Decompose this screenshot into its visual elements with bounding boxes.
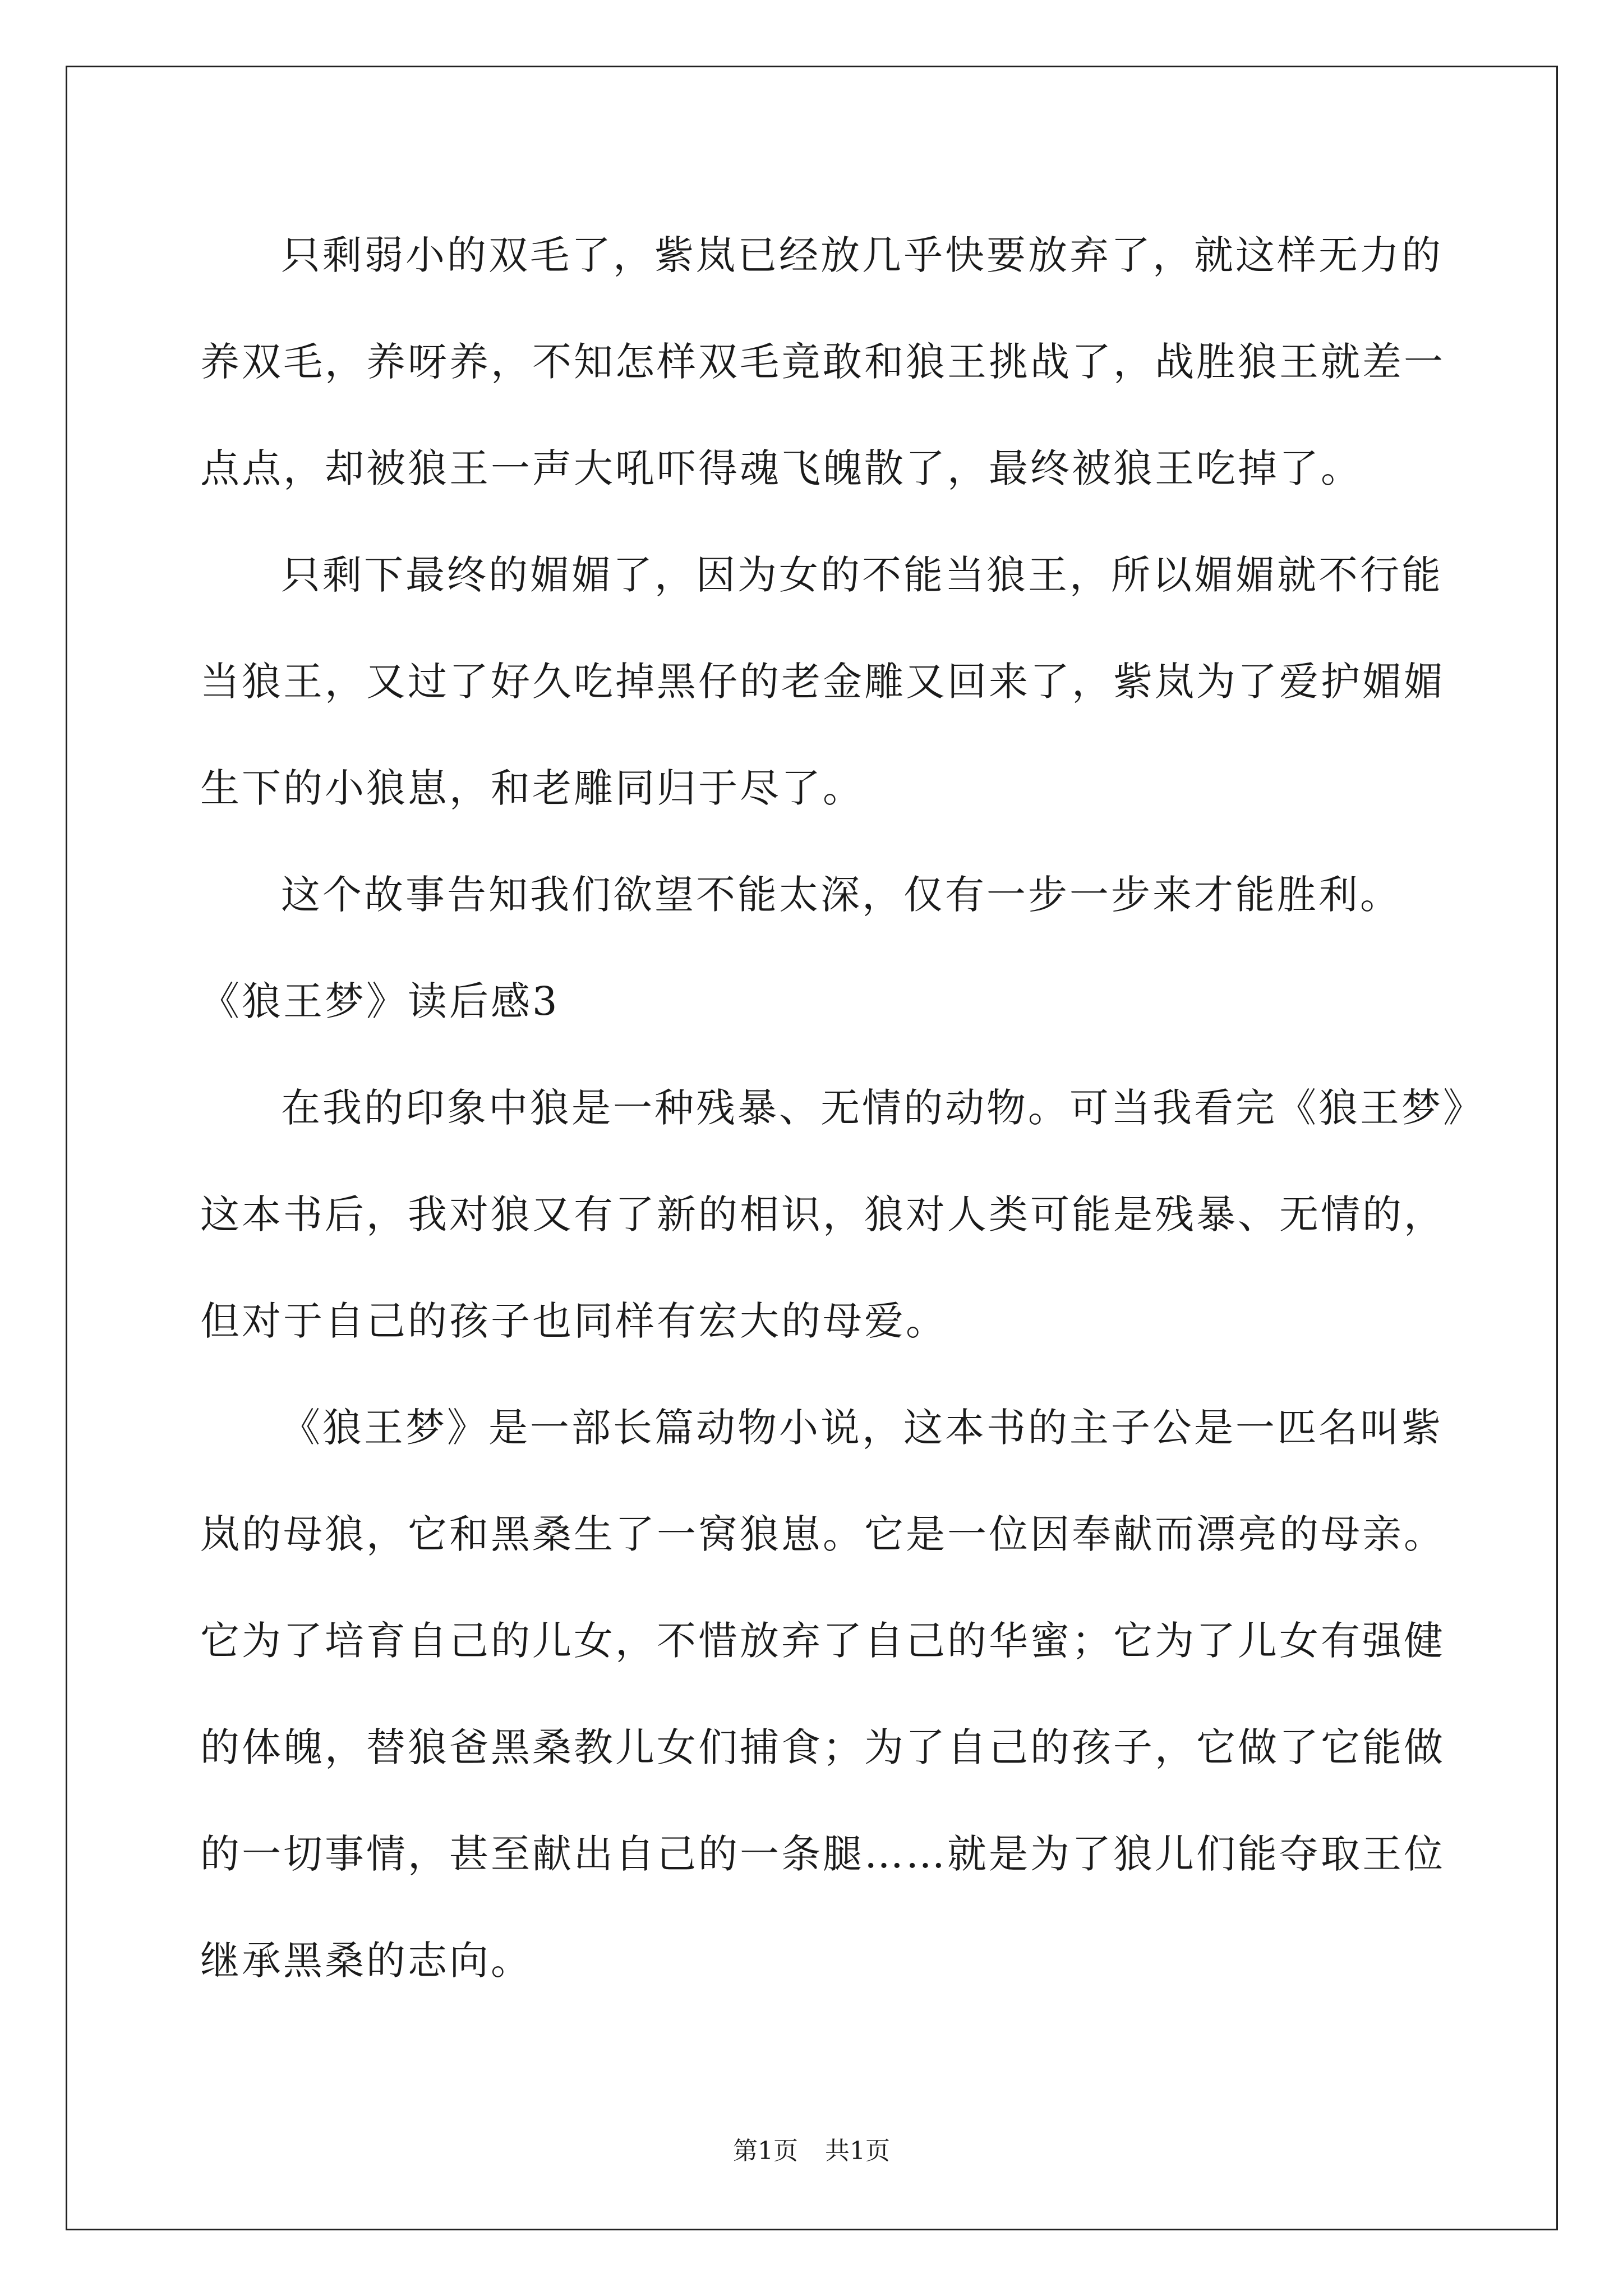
document-body [200,222,1484,2033]
paragraph-line: 养双毛，养呀养，不知怎样双毛竟敢和狼王挑战了，战胜狼王就差一 [200,339,1445,385]
paragraph-line: 岚的母狼，它和黑桑生了一窝狼崽。它是一位因奉献而漂亮的母亲。 [200,1511,1445,1557]
page-footer [0,2134,1623,2168]
paragraph-line: 生下的小狼崽，和老雕同归于尽了。 [200,765,864,811]
paragraph-line: 这个故事告知我们欲望不能太深，仅有一步一步来才能胜利。 [281,872,1401,918]
paragraph-line: 的体魄，替狼爸黑桑教儿女们捕食；为了自己的孩子，它做了它能做 [200,1724,1445,1770]
paragraph-line: 在我的印象中狼是一种残暴、无情的动物。可当我看完《狼王梦》 [281,1085,1484,1131]
paragraph-line: 继承黑桑的志向。 [200,1938,532,1984]
page-total: 共1页 [825,2137,890,2165]
paragraph-line: 这本书后，我对狼又有了新的相识，狼对人类可能是残暴、无情的， [200,1191,1445,1237]
paragraph-line: 但对于自己的孩子也同样有宏大的母爱。 [200,1298,947,1344]
page-number: 第1页 [733,2137,798,2165]
paragraph-line: 《狼王梦》是一部长篇动物小说，这本书的主子公是一匹名叫紫 [281,1405,1443,1451]
section-heading: 《狼王梦》读后感3 [200,978,560,1024]
paragraph-line: 当狼王，又过了好久吃掉黑仔的老金雕又回来了，紫岚为了爱护媚媚 [200,659,1445,705]
paragraph-line: 只剩弱小的双毛了，紫岚已经放几乎快要放弃了，就这样无力的 [281,232,1443,278]
paragraph-line: 只剩下最终的媚媚了，因为女的不能当狼王，所以媚媚就不行能 [281,552,1443,598]
paragraph-line: 它为了培育自己的儿女，不惜放弃了自己的华蜜；它为了儿女有强健 [200,1618,1445,1664]
paragraph-line: 的一切事情，甚至献出自己的一条腿……就是为了狼儿们能夺取王位 [200,1831,1445,1877]
paragraph-line: 点点，却被狼王一声大吼吓得魂飞魄散了，最终被狼王吃掉了。 [200,445,1362,491]
